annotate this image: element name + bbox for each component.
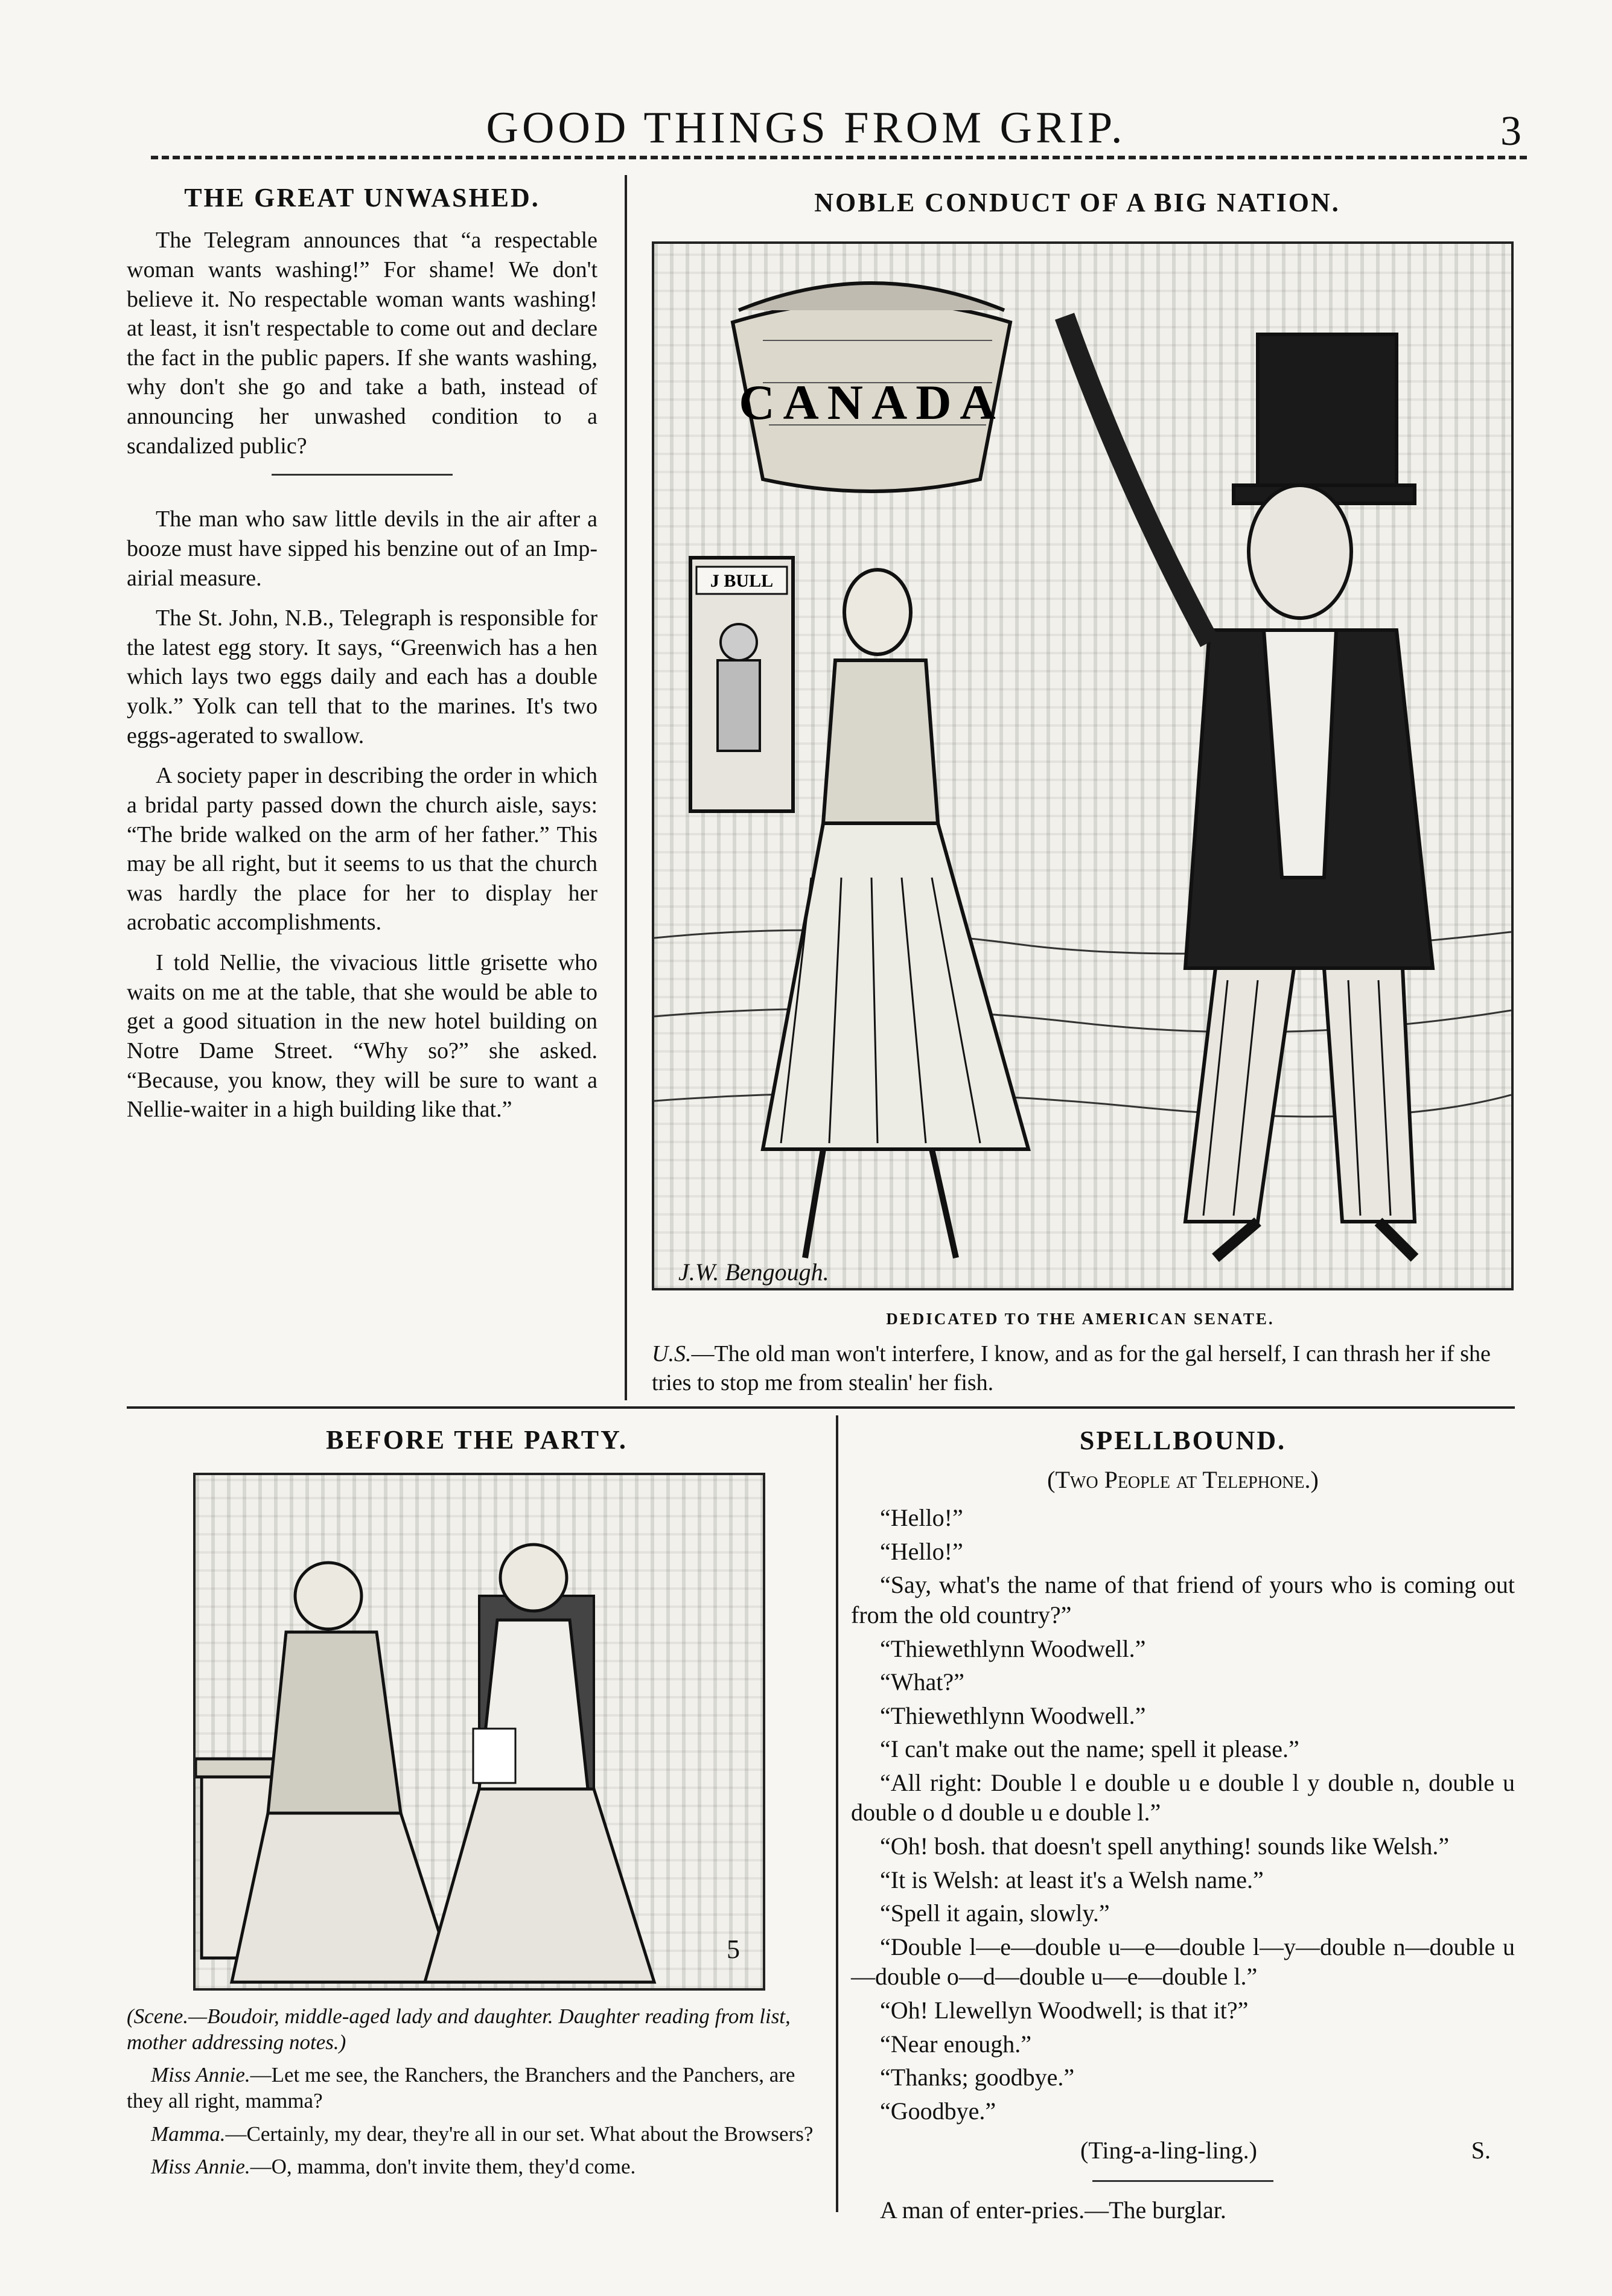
spell-line: “Hello!” (880, 1504, 963, 1532)
divider (1092, 2180, 1273, 2182)
dialog-line: Miss Annie.—O, mamma, don't invite them, they'd come. (151, 2155, 636, 2179)
spell-line: “What?” (880, 1668, 964, 1696)
door-sign: J BULL (710, 571, 774, 591)
daughter-figure (500, 1545, 567, 1611)
spell-line: “Goodbye.” (880, 2097, 996, 2125)
scene-direction: (Scene.—Boudoir, middle-aged lady and daughter. Daughter reading from list, mother addressing notes.) (127, 2004, 791, 2054)
dialog-line: Mamma.—Certainly, my dear, they're all in our set. What about the Browsers? (151, 2122, 814, 2146)
article-paragraph: The St. John, N.B., Telegraph is responsible for the latest egg story. It says, “Greenwich has a hen which lays two eggs daily and each has a double yolk.” Yolk can tell that to the marines. It's two eggs-agerated to swallow. (127, 605, 597, 748)
cartoon-illustration (652, 241, 1514, 1290)
caption-speaker: U.S. (652, 1341, 692, 1366)
spell-line: “All right: Double l e double u e double l y double n, double u double o d double u e double l.” (851, 1768, 1515, 1826)
spell-line: “Thiewethlynn Woodwell.” (880, 1634, 1146, 1662)
article-paragraph: The man who saw little devils in the air after a booze must have sipped his benzine out of an Imp-airial measure. (127, 506, 597, 591)
article-paragraph: A society paper in describing the order in which a bridal party passed down the church aisle, says: “The bride walked on the arm of her father.” This may be all right, but it seems to us that the church was hardly the place for her to display her acrobatic accomplishments. (127, 763, 597, 936)
spell-line: “Double l—e—double u—e—double l—y—double n—double u—double o—d—double u—e—double l.” (851, 1933, 1515, 1991)
cartoon-heading: NOBLE CONDUCT OF A BIG NATION. (814, 188, 1340, 217)
svg-text:5: 5 (727, 1934, 740, 1964)
artist-signature: J.W. Bengough. (678, 1258, 829, 1286)
spell-line: “Oh! Llewellyn Woodwell; is that it?” (880, 1997, 1249, 2024)
spell-line: “Oh! bosh. that doesn't spell anything! sounds like Welsh.” (880, 1832, 1450, 1860)
top-hat (1258, 334, 1397, 491)
party-heading: BEFORE THE PARTY. (326, 1425, 628, 1455)
caption-text: —The old man won't interfere, I know, and as for the gal herself, I can thrash her if she tries to stop me from stealin' her fish. (652, 1341, 1491, 1395)
spell-line: “Thanks; goodbye.” (880, 2064, 1075, 2091)
header-rule (151, 156, 1527, 159)
spellbound-column (851, 1424, 1515, 2229)
article-paragraph: I told Nellie, the vivacious little grisette who waits on me at the table, that she would be able to get a good situation in the new hotel building on Notre Dame Street. “Why so?” she asked. “Because, you know, they will be sure to want a Nellie-waiter in a high building like that.” (127, 950, 597, 1123)
bottom-column-divider (836, 1415, 838, 2212)
column-divider (625, 175, 627, 1400)
spell-line: “Spell it again, slowly.” (880, 1899, 1110, 1927)
cartoon-drawing (654, 244, 1511, 1288)
joke-line: A man of enter-pries.—The burglar. (880, 2196, 1226, 2224)
great-unwashed-heading: THE GREAT UNWASHED. (184, 183, 540, 212)
spell-line: “I can't make out the name; spell it please.” (880, 1735, 1299, 1763)
spellbound-signoff: S. (1471, 2137, 1491, 2164)
divider (272, 474, 453, 476)
article-paragraph: The Telegram announces that “a respectable woman wants washing!” For shame! We don't believe it. No respectable woman wants washing! at least, it isn't respectable to come out and declare the fact in the public papers. If she wants washing, why don't she go and take a bath, instead of announcing her unwashed condition to a scandalized public? (127, 228, 597, 459)
basket-label: CANADA (739, 375, 1004, 430)
spellbound-closing-row (1080, 2135, 1491, 2166)
spell-line: “Hello!” (880, 1537, 963, 1565)
page-number: 3 (1500, 108, 1521, 155)
section-divider (127, 1406, 1515, 1409)
spellbound-closing: (Ting-a-ling-ling.) (1080, 2137, 1257, 2164)
spell-line: “Say, what's the name of that friend of yours who is coming out from the old country?” (851, 1571, 1515, 1628)
spell-line: “It is Welsh: at least it's a Welsh name.” (880, 1866, 1264, 1893)
spellbound-subheading: (Two People at Telephone.) (1047, 1465, 1319, 1493)
page-header-title: GOOD THINGS FROM GRIP. (486, 103, 1126, 153)
dialog-line: Miss Annie.—Let me see, the Ranchers, the Branchers and the Panchers, are they all right, mamma? (127, 2063, 795, 2113)
left-column (127, 181, 597, 1135)
party-dialog (127, 2004, 827, 2187)
cartoon-caption (652, 1340, 1509, 1397)
party-drawing (196, 1475, 763, 1988)
spell-line: “Near enough.” (880, 2030, 1031, 2058)
mother-figure (295, 1563, 362, 1629)
cartoon-dedication: DEDICATED TO THE AMERICAN SENATE. (886, 1310, 1275, 1328)
spellbound-heading: SPELLBOUND. (1079, 1426, 1287, 1455)
spell-line: “Thiewethlynn Woodwell.” (880, 1701, 1146, 1729)
party-illustration (193, 1473, 765, 1991)
